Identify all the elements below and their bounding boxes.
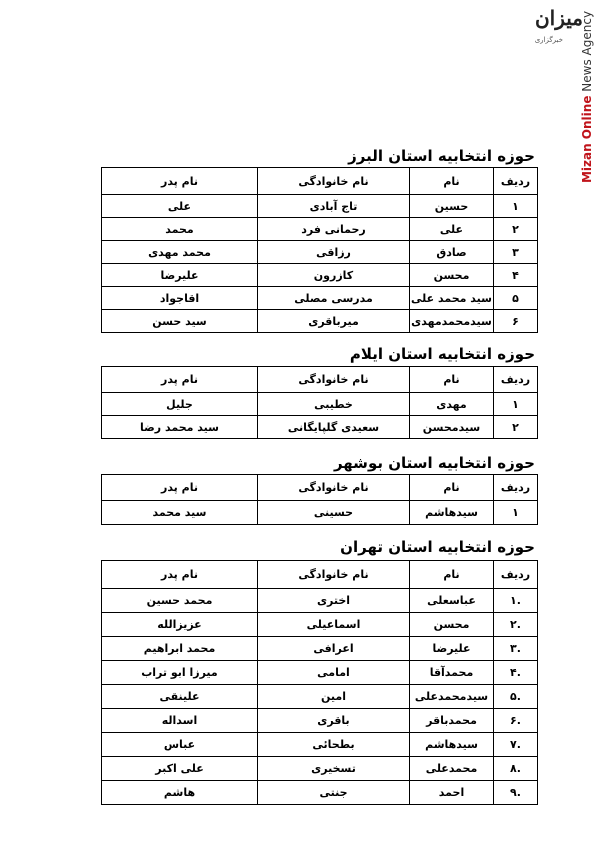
cell-radif: .۵ <box>494 685 538 709</box>
header-radif: ردیف <box>494 168 538 195</box>
cell-name: محسن <box>410 613 494 637</box>
cell-radif: .۴ <box>494 661 538 685</box>
cell-father: علی <box>102 195 258 218</box>
table-row <box>102 287 538 310</box>
table-alborz <box>101 167 538 333</box>
cell-name: حسین <box>410 195 494 218</box>
table-tehran <box>101 560 538 805</box>
cell-name: سیدهاشم <box>410 501 494 525</box>
table-header-row <box>102 475 538 501</box>
cell-family: خطیبی <box>258 393 410 416</box>
cell-family: باقری <box>258 709 410 733</box>
cell-family: اسماعیلی <box>258 613 410 637</box>
table-ilam <box>101 366 538 439</box>
cell-radif: ۲ <box>494 218 538 241</box>
header-name: نام <box>410 561 494 589</box>
cell-name: صادق <box>410 241 494 264</box>
cell-name: احمد <box>410 781 494 805</box>
logo-mark: میزان <box>534 6 583 30</box>
section-title-ilam: حوزه انتخابیه استان ایلام <box>349 345 535 363</box>
section-title-tehran: حوزه انتخابیه استان تهران <box>340 538 535 556</box>
cell-father: سید حسن <box>102 310 258 333</box>
cell-radif: .۷ <box>494 733 538 757</box>
header-name: نام <box>410 168 494 195</box>
cell-father: جلیل <box>102 393 258 416</box>
table-row <box>102 218 538 241</box>
cell-name: محمدعلی <box>410 757 494 781</box>
cell-radif: .۳ <box>494 637 538 661</box>
cell-family: رحمانی فرد <box>258 218 410 241</box>
logo-subtitle: خبرگزاری <box>534 36 563 44</box>
cell-radif: ۴ <box>494 264 538 287</box>
header-name: نام <box>410 475 494 501</box>
cell-name: عباسعلی <box>410 589 494 613</box>
cell-name: مهدی <box>410 393 494 416</box>
cell-father: هاشم <box>102 781 258 805</box>
cell-name: محمدآقا <box>410 661 494 685</box>
cell-radif: ۱ <box>494 393 538 416</box>
cell-name: علیرضا <box>410 637 494 661</box>
table-header-row <box>102 561 538 589</box>
cell-name: سیدمحسن <box>410 416 494 439</box>
cell-father: علیرضا <box>102 264 258 287</box>
table-row <box>102 685 538 709</box>
cell-family: مدرسی مصلی <box>258 287 410 310</box>
header-name: نام <box>410 367 494 393</box>
header-father: نام پدر <box>102 475 258 501</box>
cell-radif: .۱ <box>494 589 538 613</box>
cell-father: سید محمد <box>102 501 258 525</box>
cell-name: محسن <box>410 264 494 287</box>
cell-father: محمد ابراهیم <box>102 637 258 661</box>
cell-radif: ۵ <box>494 287 538 310</box>
cell-father: سید محمد رضا <box>102 416 258 439</box>
header-father: نام پدر <box>102 561 258 589</box>
cell-father: علی اکبر <box>102 757 258 781</box>
cell-radif: .۶ <box>494 709 538 733</box>
cell-family: اعرافی <box>258 637 410 661</box>
mizan-logo <box>527 4 597 184</box>
cell-family: اختری <box>258 589 410 613</box>
cell-father: محمد حسین <box>102 589 258 613</box>
cell-family: تاج آبادی <box>258 195 410 218</box>
cell-radif: .۹ <box>494 781 538 805</box>
table-row <box>102 709 538 733</box>
cell-radif: ۲ <box>494 416 538 439</box>
table-row <box>102 241 538 264</box>
cell-family: سعیدی گلپایگانی <box>258 416 410 439</box>
cell-radif: ۱ <box>494 195 538 218</box>
cell-family: امامی <box>258 661 410 685</box>
table-row <box>102 589 538 613</box>
header-radif: ردیف <box>494 561 538 589</box>
table-row <box>102 264 538 287</box>
header-father: نام پدر <box>102 367 258 393</box>
cell-father: محمد مهدی <box>102 241 258 264</box>
table-row <box>102 733 538 757</box>
cell-radif: ۱ <box>494 501 538 525</box>
table-header-row <box>102 168 538 195</box>
cell-radif: ۳ <box>494 241 538 264</box>
cell-family: میرباقری <box>258 310 410 333</box>
cell-radif: .۸ <box>494 757 538 781</box>
header-family: نام خانوادگی <box>258 367 410 393</box>
table-header-row <box>102 367 538 393</box>
section-title-bushehr: حوزه انتخابیه استان بوشهر <box>333 454 535 472</box>
table-row <box>102 637 538 661</box>
cell-name: علی <box>410 218 494 241</box>
header-family: نام خانوادگی <box>258 561 410 589</box>
cell-father: علینقی <box>102 685 258 709</box>
logo-vertical-text <box>580 10 594 184</box>
brand-name: Mizan Online <box>580 95 594 184</box>
brand-suffix: News Agency <box>580 10 594 92</box>
table-row <box>102 393 538 416</box>
cell-father: عباس <box>102 733 258 757</box>
cell-family: رزاقی <box>258 241 410 264</box>
header-family: نام خانوادگی <box>258 475 410 501</box>
cell-father: میرزا ابو تراب <box>102 661 258 685</box>
cell-name: سیدمحمدمهدی <box>410 310 494 333</box>
header-father: نام پدر <box>102 168 258 195</box>
header-radif: ردیف <box>494 367 538 393</box>
table-row <box>102 661 538 685</box>
header-family: نام خانوادگی <box>258 168 410 195</box>
cell-radif: ۶ <box>494 310 538 333</box>
cell-father: عزیزالله <box>102 613 258 637</box>
cell-radif: .۲ <box>494 613 538 637</box>
table-row <box>102 501 538 525</box>
cell-family: جنتی <box>258 781 410 805</box>
cell-name: محمدباقر <box>410 709 494 733</box>
table-row <box>102 613 538 637</box>
cell-father: اسداله <box>102 709 258 733</box>
cell-father: اقاجواد <box>102 287 258 310</box>
cell-name: سید محمد علی <box>410 287 494 310</box>
cell-father: محمد <box>102 218 258 241</box>
cell-family: حسینی <box>258 501 410 525</box>
cell-name: سیدهاشم <box>410 733 494 757</box>
cell-family: کازرون <box>258 264 410 287</box>
cell-family: تسخیری <box>258 757 410 781</box>
table-row <box>102 757 538 781</box>
table-row <box>102 195 538 218</box>
cell-family: امین <box>258 685 410 709</box>
header-radif: ردیف <box>494 475 538 501</box>
table-row <box>102 416 538 439</box>
cell-name: سیدمحمدعلی <box>410 685 494 709</box>
section-title-alborz: حوزه انتخابیه استان البرز <box>348 147 535 165</box>
table-row <box>102 310 538 333</box>
table-bushehr <box>101 474 538 525</box>
table-row <box>102 781 538 805</box>
cell-family: بطحائی <box>258 733 410 757</box>
